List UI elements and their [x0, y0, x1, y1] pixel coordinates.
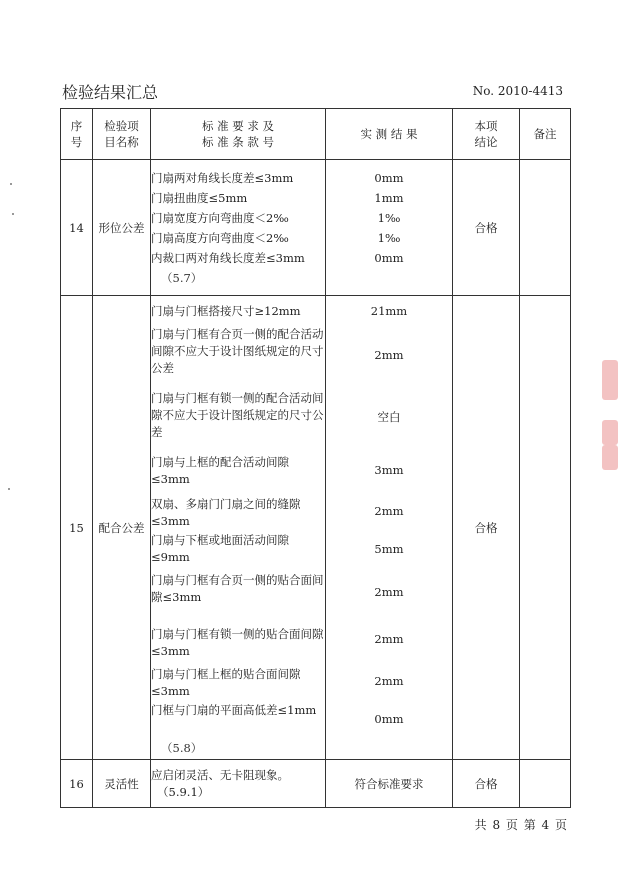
col-conclusion: 本项 结论 — [453, 109, 520, 160]
red-stamp-mark — [602, 360, 618, 400]
col-standard: 标 准 要 求 及 标 准 条 款 号 — [151, 109, 326, 160]
page-footer: 共 8 页 第 4 页 — [474, 818, 568, 832]
col-seq: 序 号 — [61, 109, 93, 160]
row-seq: 16 — [61, 760, 93, 808]
page-title: 检验结果汇总 — [62, 83, 159, 102]
row-item-name: 灵活性 — [93, 760, 151, 808]
row-conclusion: 合格 — [453, 296, 520, 760]
results-table — [60, 108, 571, 808]
row-conclusion: 合格 — [453, 760, 520, 808]
row-remark — [520, 160, 571, 296]
table-row — [61, 160, 571, 296]
row-seq: 15 — [61, 296, 93, 760]
row-item-name: 形位公差 — [93, 160, 151, 296]
row-requirements: 门扇两对角线长度差≤3mm 门扇扭曲度≤5mm 门扇宽度方向弯曲度＜2‰ 门扇高度方向弯曲度＜2‰ 内裁口两对角线长度差≤3mm （5.7） — [151, 160, 326, 296]
row-conclusion: 合格 — [453, 160, 520, 296]
row-remark — [520, 760, 571, 808]
row-results: 21mm 2mm 空白 3mm 2mm 5mm 2mm 2mm 2mm 0mm — [326, 296, 453, 760]
col-remark: 备注 — [520, 109, 571, 160]
table-header-row — [61, 109, 571, 160]
scan-speck — [10, 183, 12, 185]
row-remark — [520, 296, 571, 760]
scan-speck — [12, 213, 14, 215]
scan-speck — [8, 488, 10, 490]
report-number: No. 2010-4413 — [472, 84, 563, 98]
row-requirements: 应启闭灵活、无卡阻现象。 （5.9.1） — [151, 760, 326, 808]
col-item: 检验项 目名称 — [93, 109, 151, 160]
table-row — [61, 296, 571, 760]
row-seq: 14 — [61, 160, 93, 296]
row-item-name: 配合公差 — [93, 296, 151, 760]
col-result: 实 测 结 果 — [326, 109, 453, 160]
red-stamp-mark — [602, 420, 618, 445]
row-results: 符合标准要求 — [326, 760, 453, 808]
table-row — [61, 760, 571, 808]
red-stamp-mark — [602, 445, 618, 470]
row-results: 0mm 1mm 1‰ 1‰ 0mm — [326, 160, 453, 296]
row-requirements: 门扇与门框搭接尺寸≥12mm 门扇与门框有合页一侧的配合活动间隙不应大于设计图纸规定的尺寸公差 门扇与门框有锁一侧的配合活动间隙不应大于设计图纸规定的尺寸公差 门扇与上框的配合活动间隙≤3mm 双扇、多扇门门扇之间的缝隙≤3mm 门扇与下框或地面活动间隙≤9mm 门扇与门框有合页一侧的贴合面间隙≤3mm 门扇与门框有锁一侧的贴合面间隙≤3mm 门扇与门框上框的贴合面间隙≤3mm 门框与门扇的平面高低差≤1mm （5.8） — [151, 296, 326, 760]
